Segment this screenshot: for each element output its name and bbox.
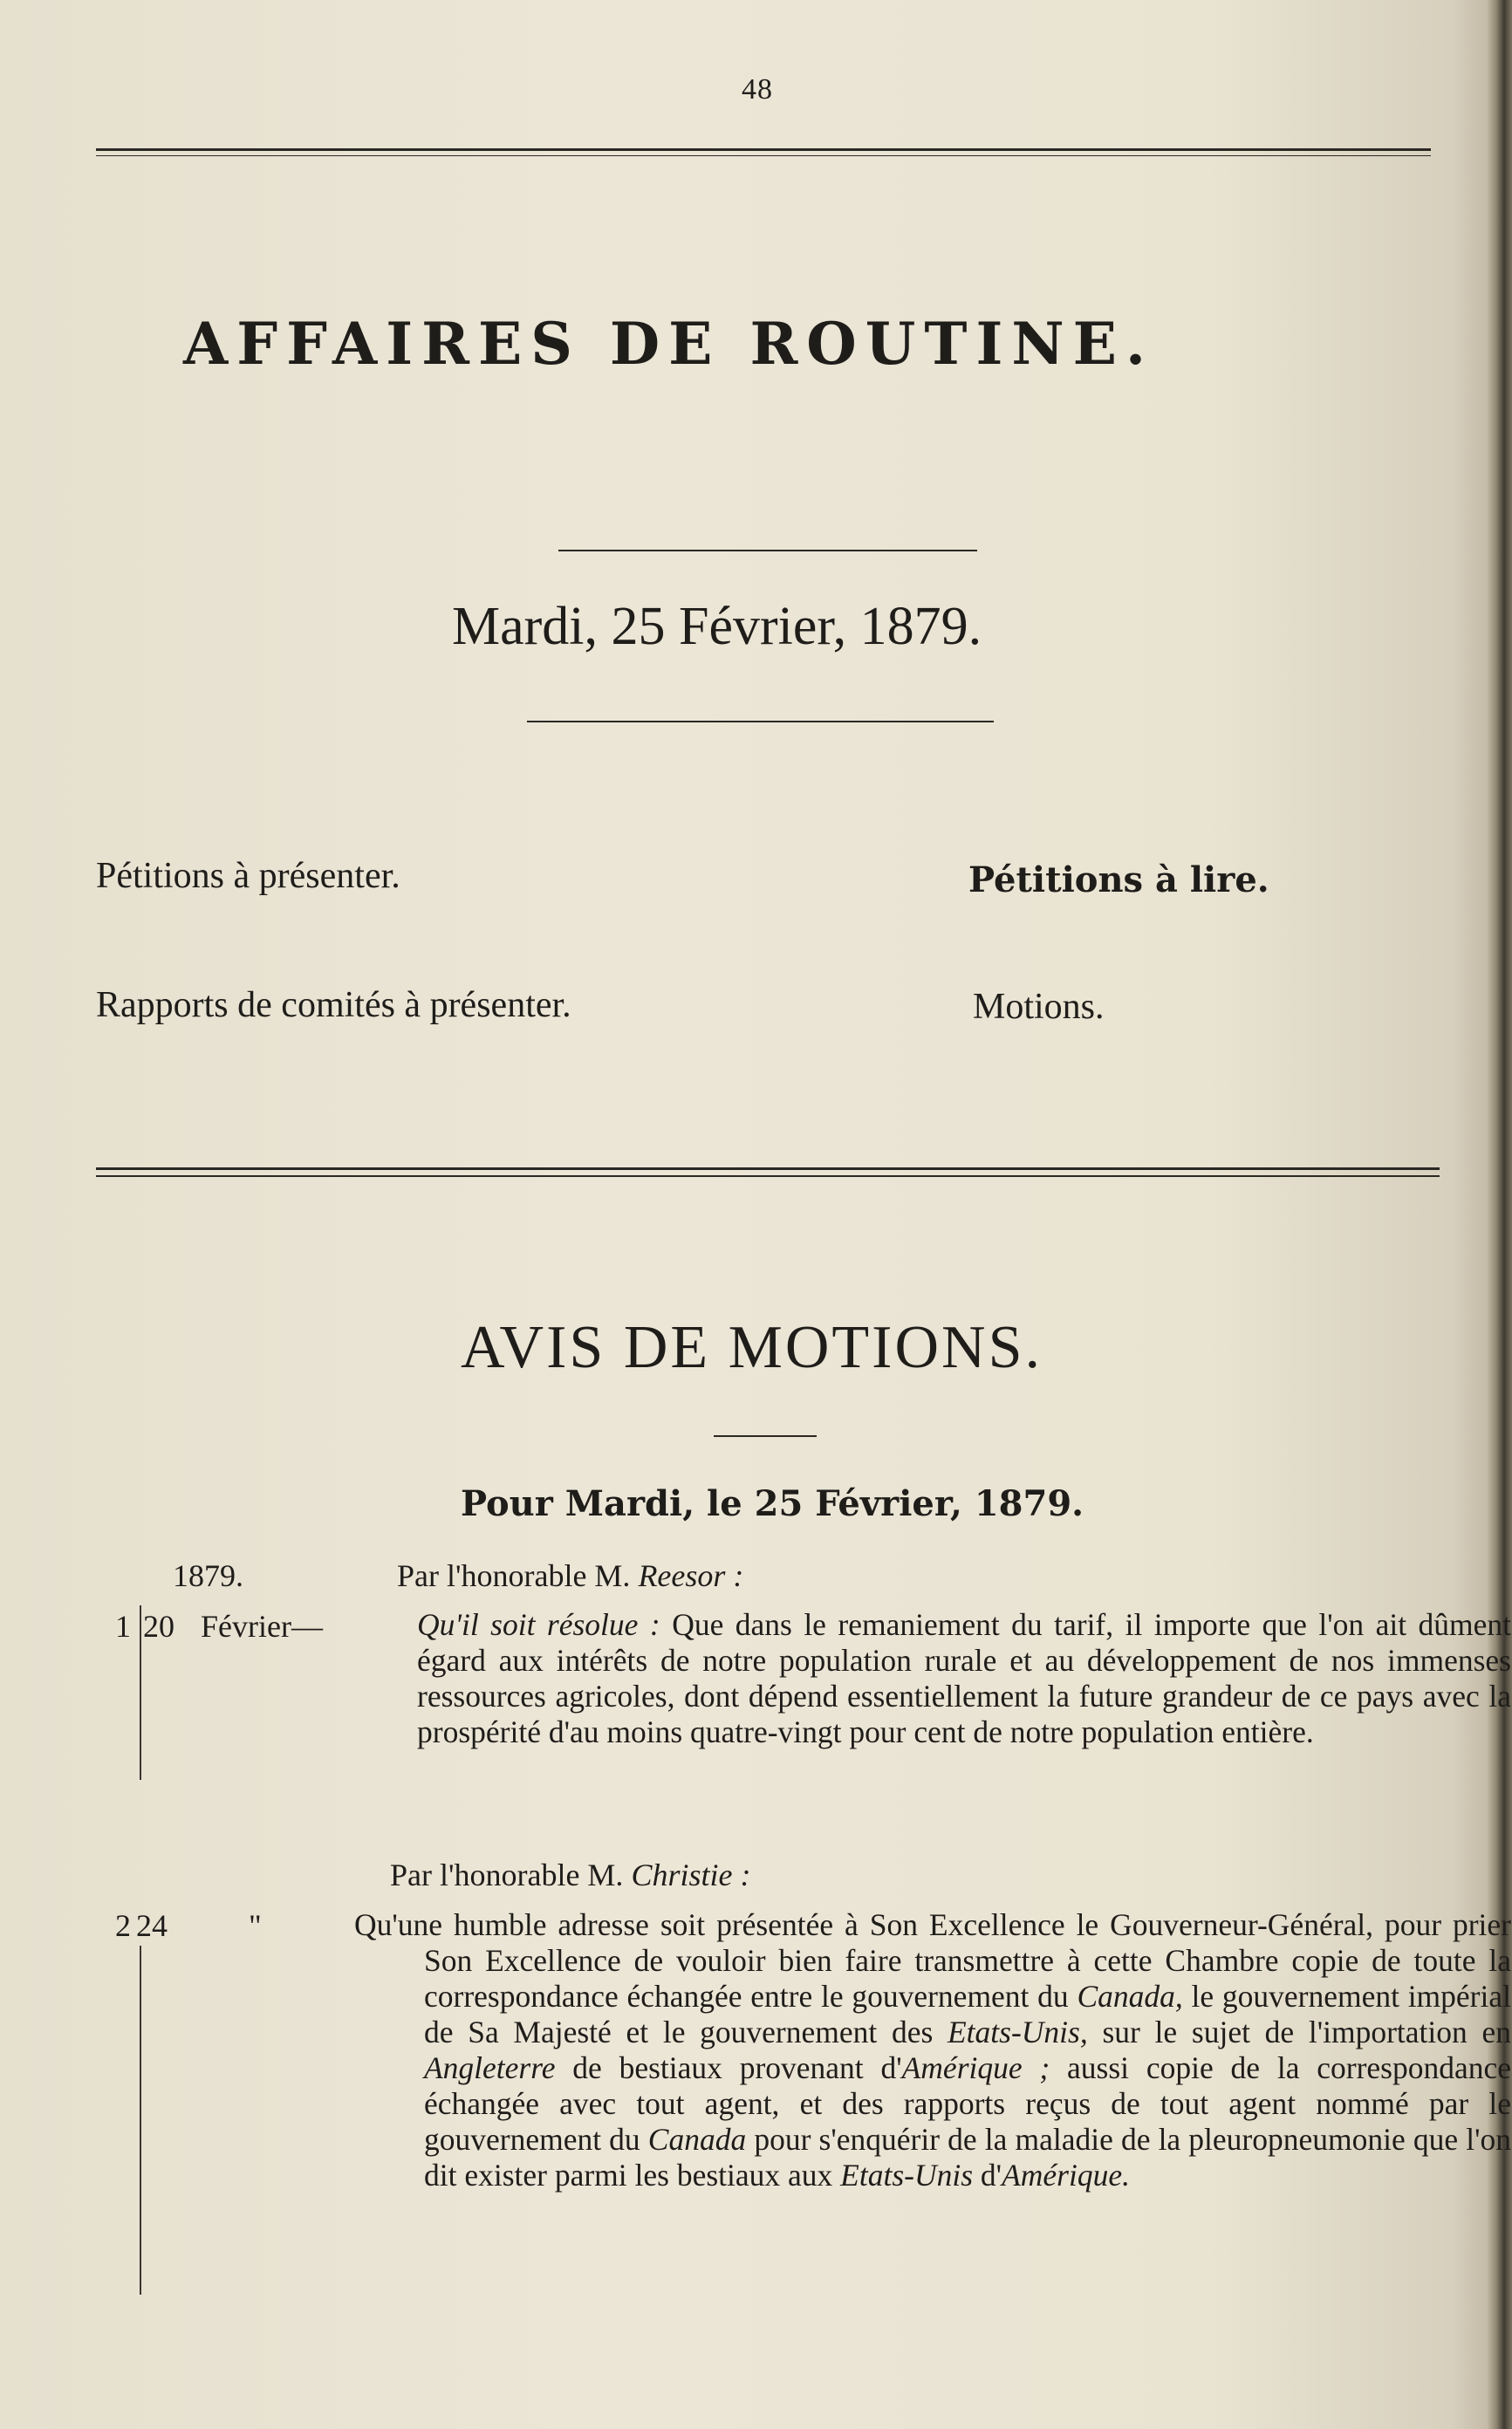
motion-2-margin-bar [140, 1946, 141, 2295]
motion-2-mover [390, 1857, 750, 1893]
motion-1-day: 20 [143, 1609, 174, 1644]
motion-2-ditto: " [249, 1908, 262, 1943]
motion-1-text [347, 1607, 1511, 1750]
date-rule-bottom [527, 721, 994, 722]
motion-1-number: 1 [115, 1609, 131, 1644]
top-rule [96, 148, 1431, 151]
motion-2-number: 2 [115, 1908, 131, 1943]
section-title: AFFAIRES DE ROUTINE. [183, 310, 1154, 378]
notices-title: AVIS DE MOTIONS. [461, 1314, 1043, 1381]
notices-title-rule [714, 1435, 817, 1437]
motion-1-body: Que dans le remaniement du tarif, il importe que l'on ait dûment égard aux intérêts de notre population rurale et au développement de nos immenses ressources agricoles, dont dépend essentiellement la future grandeur de ce pays avec la prospérité d'au moins quatre-vingt pour cent de notre population entière. [417, 1607, 1512, 1749]
motions-item: Motions. [973, 987, 1105, 1027]
year-label: 1879. [173, 1558, 243, 1593]
motion-2-text: Qu'une humble adresse soit présentée à Son Excellence le Gouverneur-Général, pour prier Son Excellence de vouloir bien faire transmettre à cette Chambre copie de toute la correspondance échangée entre le gouvernement du Canada, le gouvernement impérial de Sa Majesté et le gouvernement des Etats-Unis, sur le sujet de l'importation en Angleterre de bestiaux provenant d'Amérique ; aussi copie de la correspondance échangée avec tout agent, et des rapports reçus de tout agent nommé par le gouvernement du Canada pour s'enquérir de la maladie de la pleuropneumonie que l'on dit exister parmi les bestiaux aux Etats-Unis d'Amérique. [354, 1907, 1511, 2193]
motion-2-mover-name: Christie : [631, 1858, 751, 1892]
petitions-to-present: Pétitions à présenter. [96, 856, 400, 896]
committee-reports: Rapports de comités à présenter. [96, 985, 571, 1025]
page-number: 48 [742, 73, 773, 106]
motion-1-margin-bar [140, 1605, 141, 1780]
motion-1-lead: Qu'il soit résolue : [417, 1607, 660, 1642]
session-date: Mardi, 25 Février, 1879. [452, 597, 982, 656]
motion-1-mover-prefix: Par l'honorable M. [397, 1558, 631, 1593]
top-rule-thin [96, 155, 1431, 156]
motion-1-month: Février— [201, 1609, 323, 1644]
date-rule-top [558, 550, 977, 551]
middle-rule-thin [96, 1175, 1440, 1177]
petitions-to-read: Pétitions à lire. [968, 859, 1269, 900]
motion-1-mover [397, 1557, 743, 1594]
motion-1-mover-name: Reesor : [638, 1558, 744, 1593]
notices-subtitle: Pour Mardi, le 25 Février, 1879. [461, 1483, 1084, 1524]
middle-rule [96, 1167, 1440, 1170]
motion-2-mover-prefix: Par l'honorable M. [390, 1858, 624, 1892]
motion-2-day: 24 [136, 1908, 168, 1943]
